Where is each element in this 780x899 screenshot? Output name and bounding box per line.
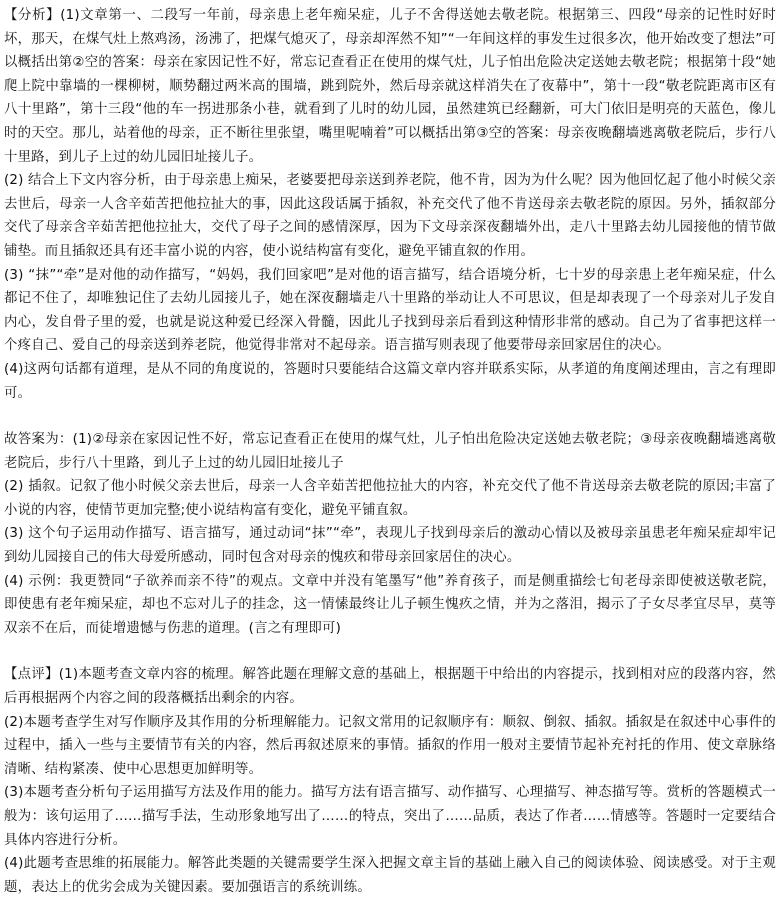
comment-paragraph-4: (4)此题考查思维的拓展能力。解答此类题的关键需要学生深入把握文章主旨的基础上融入自己的阅读体验、阅读感受。对于主观题，表达上的优劣会成为关键因素。要加强语言的系统训练。 [4, 856, 776, 895]
comment-paragraph-1: 【点评】(1)本题考查文章内容的梳理。解答此题在理解文意的基础上，根据题干中给出的内容提示，找到相对应的段落内容，然后再根据两个内容之间的段落概括出剩余的内容。 [4, 667, 776, 707]
section-divider [4, 405, 776, 428]
comment-paragraph-2: (2)本题考查学生对写作顺序及其作用的分析理解能力。记叙文常用的记叙顺序有：顺叙、倒叙、插叙。插叙是在叙述中心事件的过程中，插入一些与主要情节有关的内容，然后再叙述原来的事情。插叙的作用一般对主要情节起补充衬托的作用、使文章脉络清晰、结构紧凑、使中心思想更加鲜明等。 [4, 714, 776, 777]
analysis-paragraph-4: (4)这两句话都有道理，是从不同的角度说的，答题时只要能结合这篇文章内容并联系实际，从孝道的角度阐述理由，言之有理即可。 [4, 361, 776, 401]
answer-section [4, 428, 776, 640]
answer-paragraph-1: 故答案为：(1)②母亲在家因记性不好，常忘记查看正在使用的煤气灶，儿子怕出危险决定送她去敬老院；③母亲夜晚翻墙逃离敬老院后，步行八十里路，到儿子上过的幼儿园旧址接儿子 [4, 432, 776, 471]
analysis-paragraph-1: 【分析】(1)文章第一、二段写一年前，母亲患上老年痴呆症，儿子不舍得送她去敬老院。根据第三、四段“母亲的记性时好时坏，那天，在煤气灶上熬鸡汤，汤沸了，把煤气熄灭了，母亲却浑然不知”“一年间这样的事发生过很多次，他开始改变了想法”可以概括出第②空的答案：母亲在家因记性不好，常忘记查看正在使用的煤气灶，儿子怕出危险决定送她去敬老院；根据第十段“她爬上院中靠墙的一棵柳树，顺势翻过两米高的围墙，跳到院外，然后母亲就这样消失在了夜幕中”，第十一段“敬老院距离市区有八十里路”，第十三段“他的车一拐进那条小巷，就看到了儿时的幼儿园，虽然建筑已经翻新，可大门依旧是明亮的天蓝色，像儿时的天空。那儿，站着他的母亲，正不断往里张望，嘴里呢喃着”可以概括出第③空的答案：母亲夜晚翻墙逃离敬老院后，步行八十里路，到儿子上过的幼儿园旧址接儿子。 [4, 8, 776, 165]
analysis-section [4, 4, 776, 405]
analysis-paragraph-3: (3) “抹”“牵”是对他的动作描写，“妈妈，我们回家吧”是对他的语言描写，结合语境分析，七十岁的母亲患上老年痴呆症，什么都记不住了，却唯独记住了去幼儿园接儿子，她在深夜翻墙走八十里路的举动让人不可思议，但是却表现了一个母亲对儿子发自内心，发自骨子里的爱，也就是说这种爱已经深入骨髓，因此儿子找到母亲后看到这种情形非常的感动。自己为了省事把这样一个疼自己、爱自己的母亲送到养老院，他觉得非常对不起母亲。语言描写则表现了他要带母亲回家居住的决心。 [4, 267, 776, 354]
section-divider [4, 640, 776, 663]
answer-paragraph-4: (4) 示例：我更赞同“子欲养而亲不待”的观点。文章中并没有笔墨写“他”养育孩子，而是侧重描绘七旬老母亲即使被送敬老院，即使患有老年痴呆症，却也不忘对儿子的挂念，这一情愫最终让儿子顿生愧疚之情，并为之落泪，揭示了子女尽孝宜尽早，莫等双亲不在后，而徒增遗憾与伤悲的道理。(言之有理即可) [4, 573, 776, 636]
answer-paragraph-2: (2) 插叙。记叙了他小时候父亲去世后，母亲一人含辛茹苦把他拉扯大的内容，补充交代了他不肯送母亲去敬老院的原因;丰富了小说的内容，使情节更加完整;使小说结构富有变化，避免平铺直叙。 [4, 479, 776, 518]
analysis-paragraph-2: (2) 结合上下文内容分析，由于母亲患上痴呆，老婆要把母亲送到养老院，他不肯，因为为什么呢？因为他回忆起了他小时候父亲去世后，母亲一人含辛茹苦把他拉扯大的事，因此这段话属于插叙，补充交代了他不肯送母亲去敬老院的原因。另外，插叙部分交代了母亲含辛茹苦把他拉扯大，交代了母子之间的感情深厚，因为下文母亲深夜翻墙外出，走八十里路去幼儿园接他的情节做铺垫。而且插叙还具有还丰富小说的内容，使小说结构富有变化，避免平铺直叙的作用。 [4, 173, 776, 259]
comment-paragraph-3: (3)本题考查分析句子运用描写方法及作用的能力。描写方法有语言描写、动作描写、心理描写、神态描写等。赏析的答题模式一般为：该句运用了……描写手法，生动形象地写出了……的特点，突出了……品质，表达了作者……情感等。答题时一定要结合具体内容进行分析。 [4, 785, 776, 848]
answer-paragraph-3: (3) 这个句子运用动作描写、语言描写，通过动词“抹”“牵”，表现儿子找到母亲后的激动心情以及被母亲虽患老年痴呆症却牢记到幼儿园接自己的伟大母爱所感动，同时包含对母亲的愧疚和带母亲回家居住的决心。 [4, 526, 776, 566]
comment-section [4, 663, 776, 899]
